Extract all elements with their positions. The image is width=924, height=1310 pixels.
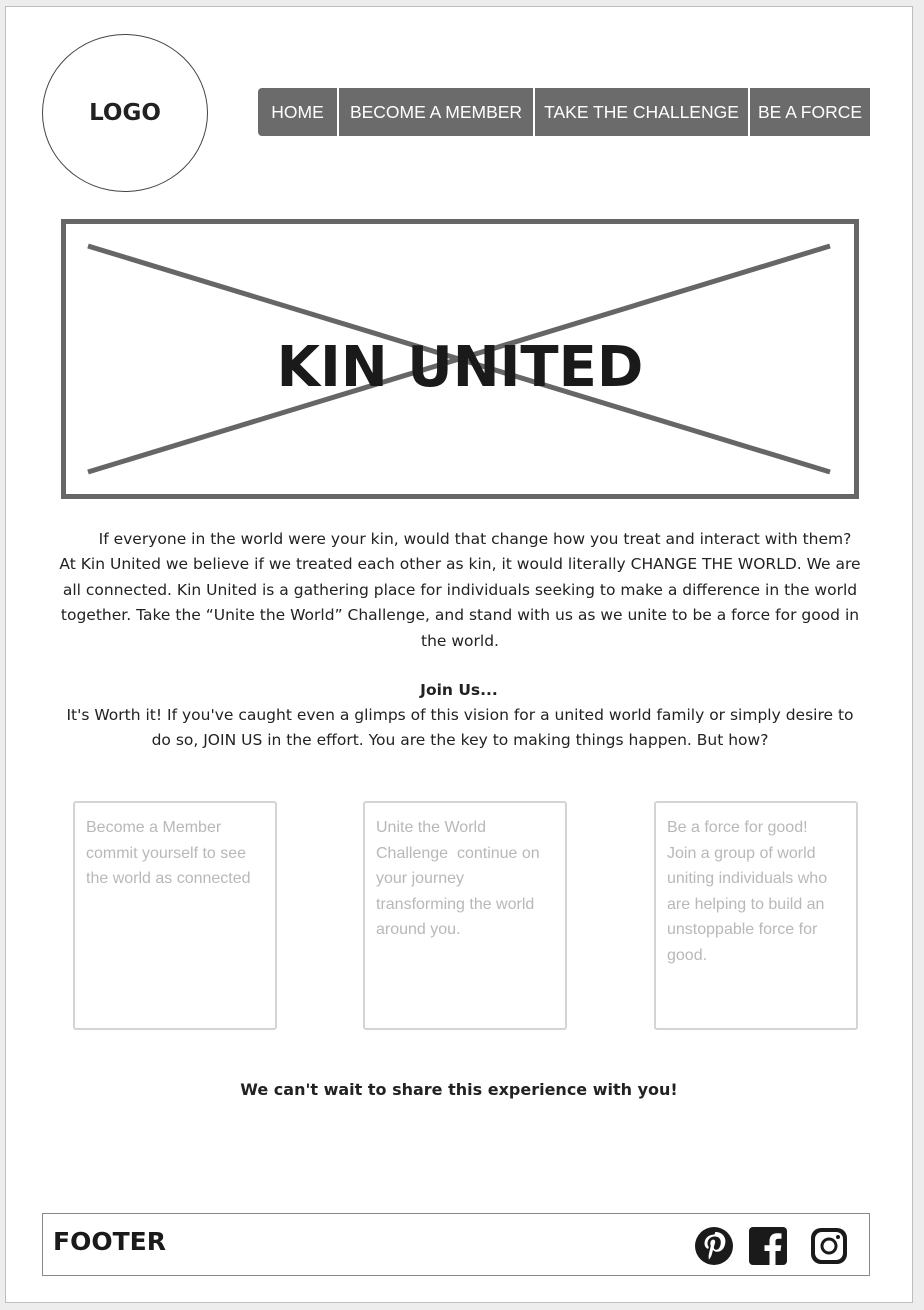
card-line: commit yourself to see [86,844,247,862]
hero-image-placeholder [61,219,859,499]
nav-home[interactable]: HOME [258,88,339,136]
nav-become-a-member[interactable]: BECOME A MEMBER [339,88,535,136]
intro-paragraph: If everyone in the world were your kin, would that change how you treat and interact with them? At Kin United we believe if we treated each other as kin, it would literally CHANGE THE WORLD. We are all connected. Kin United is a gathering place for individuals seeking to make a difference in the world together. Take the “Unite the World” Challenge, and stand with us as we unite to be a force for good in the world. [59,530,861,650]
card-line: transforming the world [376,895,535,913]
card-line: are helping to build an [667,895,825,913]
footer [42,1213,870,1276]
card-line: your journey [376,870,465,887]
card-line: Be a force for good! [667,819,808,836]
main-nav [258,88,870,136]
card-line: Join a group of world [667,844,816,862]
page [5,6,913,1303]
join-heading: Join Us... [420,681,498,699]
card-line: Become a Member [86,819,222,836]
card-line: good. [667,946,708,964]
card-unite-challenge[interactable] [363,801,567,1030]
footer-label: FOOTER [53,1227,166,1256]
card-line: unstoppable force for [667,921,818,938]
card-line: Challenge continue on [376,844,540,862]
join-paragraph: It's Worth it! If you've caught even a glimps of this vision for a united world family or simply desire to do so, JOIN US in the effort. You are the key to making things happen. But how? [66,706,854,750]
pinterest-icon[interactable] [694,1226,734,1266]
facebook-icon[interactable] [748,1226,788,1266]
card-be-a-force[interactable] [654,801,858,1030]
card-line: the world as connected [86,870,251,887]
hero-title: KIN UNITED [276,335,644,400]
card-line: around you. [376,921,461,938]
instagram-icon[interactable] [809,1226,849,1266]
nav-take-the-challenge[interactable]: TAKE THE CHALLENGE [535,88,750,136]
closing-text: We can't wait to share this experience with you! [240,1080,678,1099]
card-become-member[interactable] [73,801,277,1030]
logo-text: LOGO [89,100,161,126]
nav-be-a-force[interactable]: BE A FORCE [750,88,870,136]
logo[interactable] [42,34,208,192]
card-line: uniting individuals who [667,870,828,887]
card-line: Unite the World [376,819,486,836]
